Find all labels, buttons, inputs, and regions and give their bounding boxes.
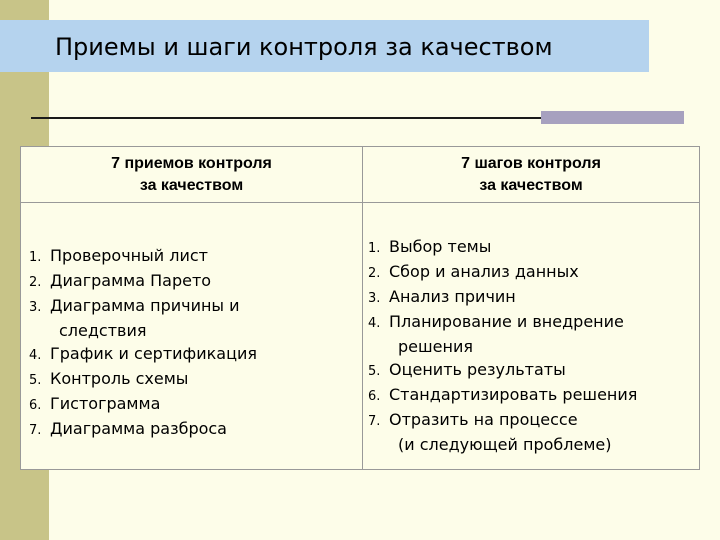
left-item-text: Диаграмма причины и: [50, 296, 240, 315]
methods-list: [29, 244, 355, 442]
left-item-text: следствия: [59, 321, 147, 340]
right-item-number: 3.: [368, 291, 381, 306]
right-item-text: Сбор и анализ данных: [389, 262, 579, 281]
right-item-number: 7.: [368, 414, 381, 429]
left-item: [29, 244, 355, 269]
right-item-text: (и следующей проблеме): [398, 435, 612, 454]
left-item: [29, 269, 355, 294]
left-item-text: Диаграмма разброса: [50, 419, 227, 438]
header-divider: [21, 202, 699, 203]
right-item: [368, 310, 698, 358]
right-item: [368, 260, 698, 285]
left-item-number: 4.: [29, 348, 42, 363]
left-item: [29, 417, 355, 442]
right-item-text: Выбор темы: [389, 237, 492, 256]
right-item-number: 5.: [368, 364, 381, 379]
left-item-text: Гистограмма: [50, 394, 161, 413]
left-item-text: График и сертификация: [50, 344, 258, 363]
right-item-text: Планирование и внедрение: [389, 312, 624, 331]
left-column-header: [21, 153, 362, 197]
right-item-text: решения: [398, 337, 473, 356]
right-item-number: 2.: [368, 266, 381, 281]
right-header-line-2: за качеством: [479, 177, 583, 194]
right-item: [368, 235, 698, 260]
left-item-number: 2.: [29, 275, 42, 290]
comparison-table: [20, 146, 700, 470]
right-item-number: 1.: [368, 241, 381, 256]
left-item-text: Диаграмма Парето: [50, 271, 212, 290]
steps-list: [368, 235, 698, 456]
left-item-number: 1.: [29, 250, 42, 265]
right-item: [368, 358, 698, 383]
divider-line: [31, 117, 541, 119]
left-item: [29, 392, 355, 417]
left-item-number: 7.: [29, 423, 42, 438]
right-item: [368, 383, 698, 408]
left-item: [29, 367, 355, 392]
left-item-text: Контроль схемы: [50, 369, 189, 388]
left-item-text: Проверочный лист: [50, 246, 208, 265]
left-header-line-1: 7 приемов контроля: [111, 155, 272, 172]
right-item-number: 4.: [368, 316, 381, 331]
divider-accent-block: [541, 111, 684, 124]
left-item-number: 5.: [29, 373, 42, 388]
right-item-text: Отразить на процессе: [389, 410, 578, 429]
right-header-line-1: 7 шагов контроля: [461, 155, 601, 172]
left-item: [29, 342, 355, 367]
left-item-number: 3.: [29, 300, 42, 315]
right-item-text: Анализ причин: [389, 287, 516, 306]
right-column-header: [363, 153, 699, 197]
right-item-number: 6.: [368, 389, 381, 404]
right-item-text: Оценить результаты: [389, 360, 566, 379]
left-header-line-2: за качеством: [139, 177, 244, 194]
slide-title: Приемы и шаги контроля за качеством: [55, 33, 553, 61]
left-item: [29, 294, 355, 342]
right-item: [368, 285, 698, 310]
right-item: [368, 408, 698, 456]
left-item-number: 6.: [29, 398, 42, 413]
right-item-text: Стандартизировать решения: [389, 385, 638, 404]
